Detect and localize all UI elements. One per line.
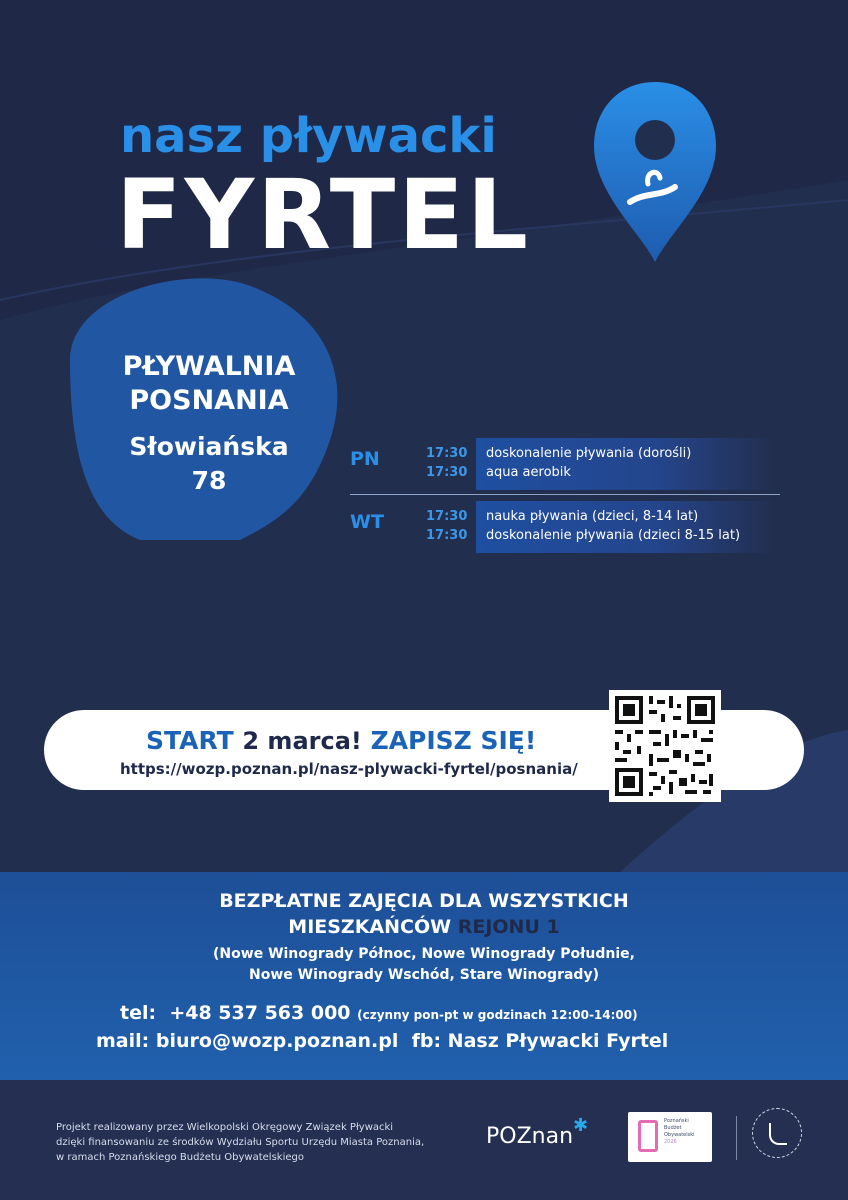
venue-block: [70, 350, 348, 498]
schedule-activity: nauka pływania (dzieci, 8-14 lat): [486, 509, 699, 524]
schedule-activity: aqua aerobik: [486, 465, 571, 480]
schedule-day-label: PN: [350, 448, 380, 470]
schedule-activities: [476, 438, 776, 490]
schedule-times: [426, 507, 467, 545]
schedule-activity: doskonalenie pływania (dzieci 8-15 lat): [486, 528, 741, 543]
swimmer-icon: [769, 1123, 787, 1145]
budget-logo: [628, 1112, 712, 1162]
signup-headline: [146, 726, 536, 755]
start-date: 2 marca!: [242, 727, 362, 755]
schedule-day-tuesday: [350, 501, 780, 557]
venue-name-line2: POSNANIA: [129, 385, 289, 416]
info-residents: MIESZKAŃCÓW: [288, 916, 452, 938]
facebook-link[interactable]: Nasz Pływacki Fyrtel: [447, 1030, 669, 1052]
schedule-time: 17:30: [426, 446, 468, 461]
footer-line: Projekt realizowany przez Wielkopolski Okręgowy Związek Pływacki: [56, 1122, 394, 1133]
poznan-logo-text: POZnan: [486, 1124, 574, 1149]
footer-credits: [56, 1120, 476, 1165]
mail-label: mail:: [96, 1030, 150, 1052]
schedule-times: [426, 444, 467, 482]
signup-url-link[interactable]: https://wozp.poznan.pl/nasz-plywacki-fyrtel/posnania/: [120, 760, 578, 778]
phone-label: tel:: [120, 1002, 157, 1024]
schedule-time: 17:30: [426, 528, 468, 543]
budget-logo-year: 2026: [664, 1139, 677, 1145]
phone-number-link[interactable]: +48 537 563 000: [169, 1002, 351, 1024]
checkbox-icon: [638, 1120, 658, 1152]
venue-number: 78: [191, 466, 227, 495]
venue-name-line1: PŁYWALNIA: [122, 351, 296, 382]
title-small: nasz pływacki: [120, 108, 497, 164]
info-region: REJONU 1: [457, 916, 560, 938]
start-label: START: [146, 726, 234, 755]
contact-mail-fb: [96, 1030, 668, 1052]
contact-phone: [120, 1002, 638, 1024]
poznan-logo: [486, 1115, 589, 1149]
info-districts-line2: Nowe Winogrady Wschód, Stare Winogrady): [249, 967, 599, 983]
schedule-time: 17:30: [426, 465, 468, 480]
email-link[interactable]: biuro@wozp.poznan.pl: [155, 1030, 399, 1052]
schedule-divider: [350, 494, 780, 495]
info-line1: BEZPŁATNE ZAJĘCIA DLA WSZYSTKICH: [219, 890, 629, 912]
schedule-activity: doskonalenie pływania (dorośli): [486, 446, 692, 461]
fb-label: fb:: [411, 1030, 442, 1052]
budget-logo-line: Poznański: [664, 1118, 689, 1124]
schedule-activities: [476, 501, 776, 553]
budget-logo-line: Budżet: [664, 1125, 682, 1131]
info-districts: [0, 944, 848, 986]
info-districts-line1: (Nowe Winogrady Północ, Nowe Winogrady Południe,: [213, 946, 635, 962]
logo-divider: [736, 1116, 737, 1160]
info-headline: [0, 888, 848, 940]
schedule-time: 17:30: [426, 509, 468, 524]
budget-logo-line: Obywatelski: [664, 1132, 695, 1138]
title-big: FYRTEL: [116, 159, 531, 271]
qr-code-icon[interactable]: [609, 690, 721, 802]
venue-street: Słowiańska: [129, 432, 289, 461]
schedule-day-monday: [350, 438, 780, 494]
budget-logo-text: [664, 1118, 695, 1146]
swimming-association-seal-icon: [752, 1108, 802, 1158]
schedule: [350, 438, 780, 557]
footer-line: w ramach Poznańskiego Budżetu Obywatelskiego: [56, 1152, 304, 1163]
footer-line: dzięki finansowaniu ze środków Wydziału Sportu Urzędu Miasta Poznania,: [56, 1137, 425, 1148]
signup-cta: ZAPISZ SIĘ!: [370, 726, 537, 755]
star-icon: ✱: [573, 1115, 589, 1136]
info-line2: [0, 914, 848, 940]
phone-hours: (czynny pon-pt w godzinach 12:00-14:00): [357, 1008, 638, 1022]
location-pin-icon: [590, 82, 720, 262]
schedule-day-label: WT: [350, 511, 384, 533]
